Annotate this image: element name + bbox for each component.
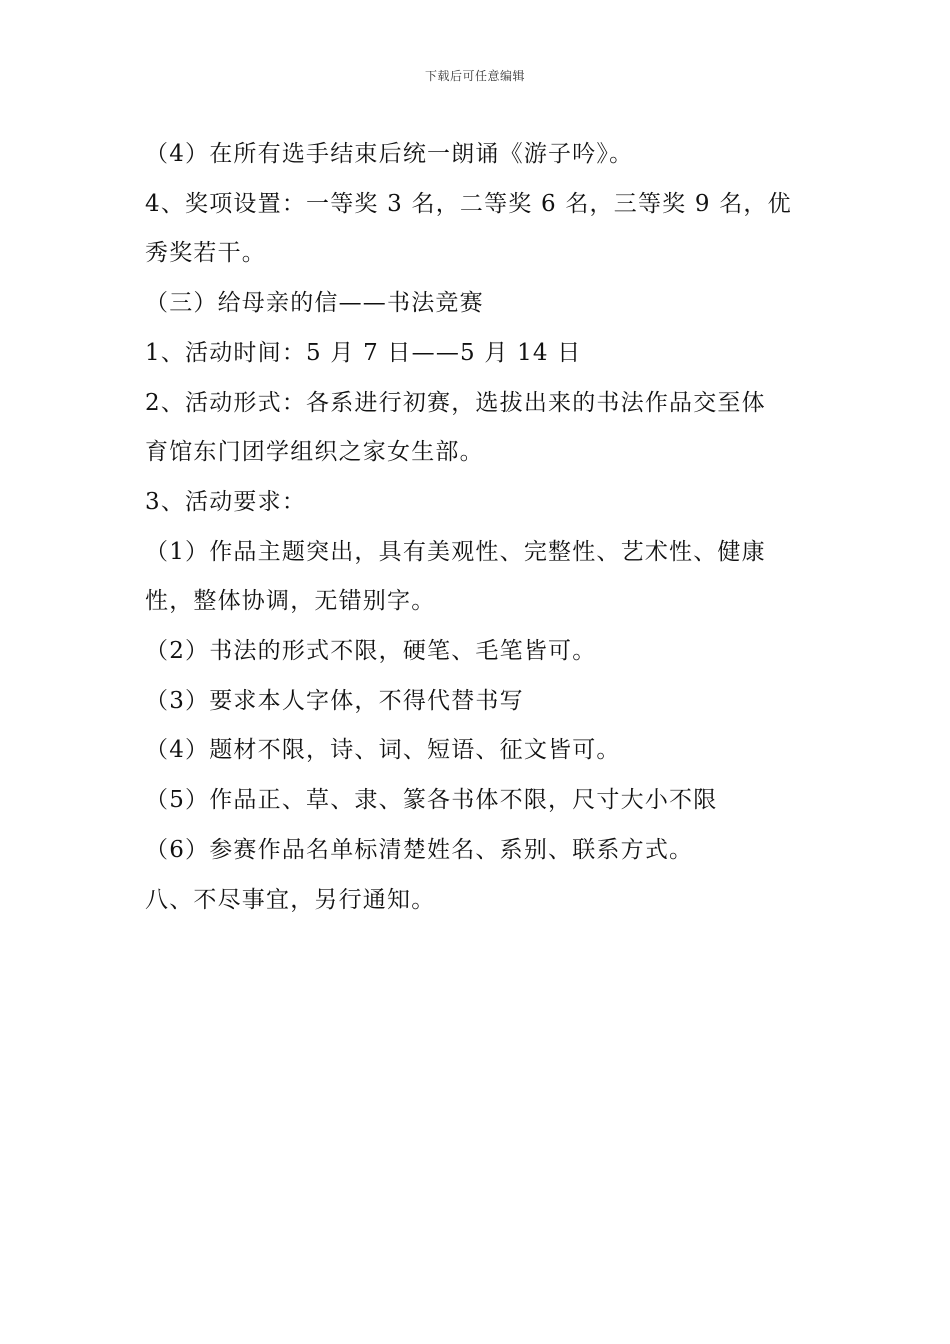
page-header-note: 下载后可任意编辑 bbox=[424, 69, 525, 83]
text-line: （3）要求本人字体，不得代替书写 bbox=[145, 687, 524, 714]
text-line: 育馆东门团学组织之家女生部。 bbox=[145, 439, 484, 466]
text-line: 八、不尽事宜，另行通知。 bbox=[145, 886, 436, 913]
text-line: 4、奖项设置：一等奖 3 名，二等奖 6 名，三等奖 9 名，优 bbox=[145, 190, 792, 217]
text-line: （6）参赛作品名单标清楚姓名、系别、联系方式。 bbox=[145, 836, 694, 863]
text-line: （4）题材不限，诗、词、短语、征文皆可。 bbox=[145, 737, 621, 764]
text-line: （1）作品主题突出，具有美观性、完整性、艺术性、健康 bbox=[145, 538, 766, 565]
text-line: 2、活动形式：各系进行初赛，选拔出来的书法作品交至体 bbox=[145, 389, 766, 416]
document-body bbox=[145, 130, 805, 925]
text-line: 3、活动要求： bbox=[145, 488, 307, 515]
section-heading: （三）给母亲的信——书法竞赛 bbox=[145, 290, 484, 317]
text-line: （5）作品正、草、隶、篆各书体不限，尺寸大小不限 bbox=[145, 787, 718, 814]
text-line: 性，整体协调，无错别字。 bbox=[145, 588, 436, 615]
text-line: （4）在所有选手结束后统一朗诵《游子吟》。 bbox=[145, 141, 634, 167]
text-line: 秀奖若干。 bbox=[145, 240, 266, 267]
text-line: （2）书法的形式不限，硬笔、毛笔皆可。 bbox=[145, 638, 597, 665]
text-line: 1、活动时间：5 月 7 日——5 月 14 日 bbox=[145, 339, 582, 366]
